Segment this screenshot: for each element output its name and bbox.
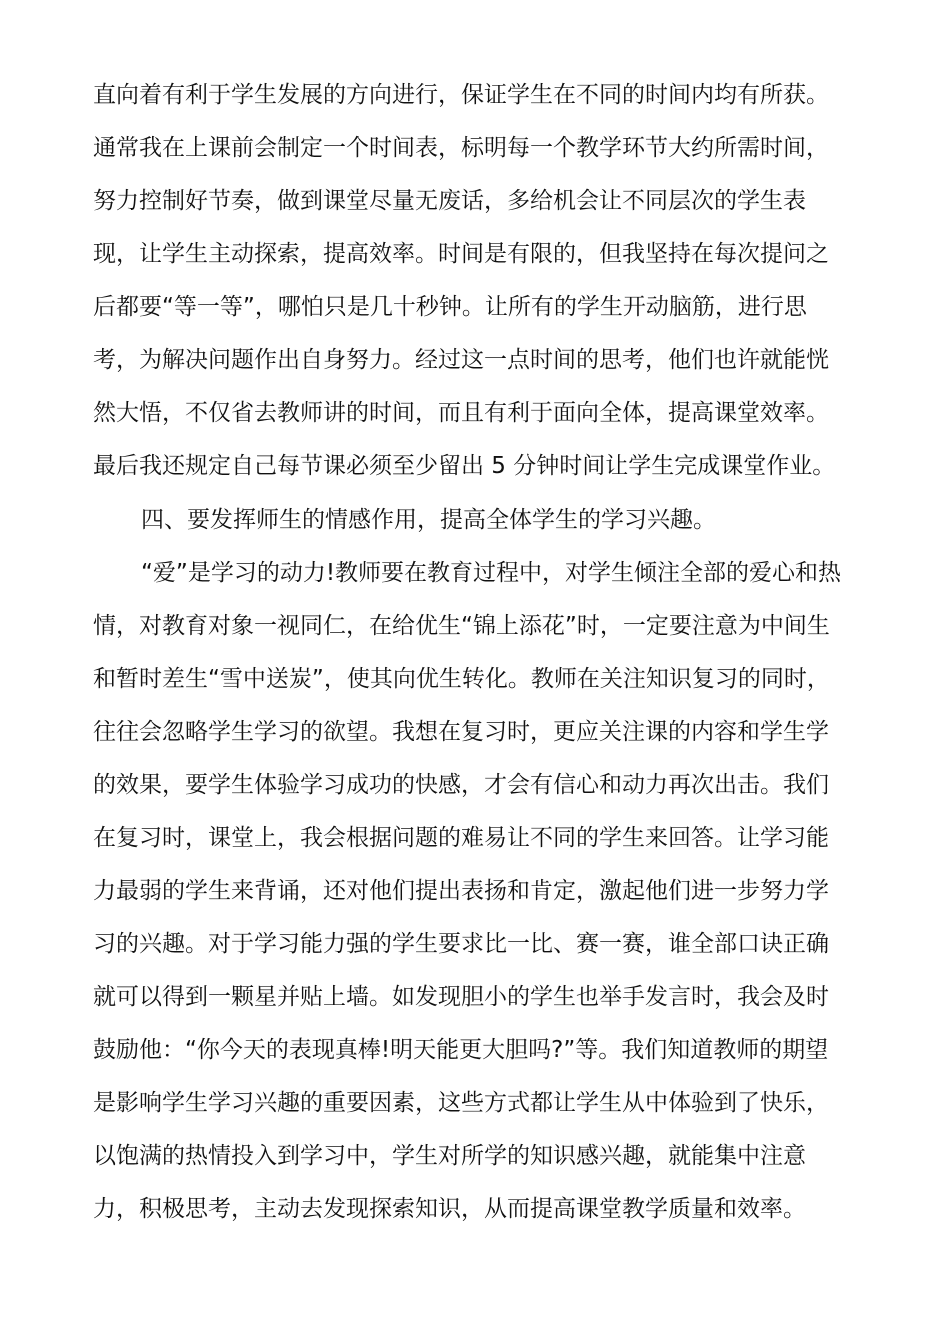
text-line: 然大悟，不仅省去教师讲的时间，而且有利于面向全体，提高课堂效率。	[93, 400, 829, 426]
text-line: 通常我在上课前会制定一个时间表，标明每一个教学环节大约所需时间，	[93, 135, 829, 161]
text-line: 直向着有利于学生发展的方向进行，保证学生在不同的时间内均有所获。	[93, 82, 829, 108]
text-line: “爱”是学习的动力!教师要在教育过程中，对学生倾注全部的爱心和热	[141, 560, 842, 586]
text-line: 考，为解决问题作出自身努力。经过这一点时间的思考，他们也许就能恍	[93, 347, 829, 373]
text-line: 最后我还规定自己每节课必须至少留出 5 分钟时间让学生完成课堂作业。	[93, 453, 836, 479]
text-line: 就可以得到一颗星并贴上墙。如发现胆小的学生也举手发言时，我会及时	[93, 984, 829, 1010]
text-line: 力，积极思考，主动去发现探索知识，从而提高课堂教学质量和效率。	[93, 1196, 806, 1222]
text-line: 习的兴趣。对于学习能力强的学生要求比一比、赛一赛，谁全部口诀正确	[93, 931, 829, 957]
text-line: 和暂时差生“雪中送炭”，使其向优生转化。教师在关注知识复习的同时，	[93, 666, 830, 692]
text-line: 努力控制好节奏，做到课堂尽量无废话，多给机会让不同层次的学生表	[93, 188, 806, 214]
text-line: 后都要“等一等”，哪怕只是几十秒钟。让所有的学生开动脑筋，进行思	[93, 294, 807, 320]
text-line: 力最弱的学生来背诵，还对他们提出表扬和肯定，激起他们进一步努力学	[93, 878, 829, 904]
text-line: 现，让学生主动探索，提高效率。时间是有限的，但我坚持在每次提问之	[93, 241, 829, 267]
text-line: 以饱满的热情投入到学习中，学生对所学的知识感兴趣，就能集中注意	[93, 1143, 806, 1169]
text-line: 在复习时，课堂上，我会根据问题的难易让不同的学生来回答。让学习能	[93, 825, 829, 851]
text-line: 情，对教育对象一视同仁，在给优生“锦上添花”时，一定要注意为中间生	[93, 613, 830, 639]
text-line: 的效果，要学生体验学习成功的快感，才会有信心和动力再次出击。我们	[93, 772, 829, 798]
text-line: 鼓励他：“你今天的表现真棒!明天能更大胆吗?”等。我们知道教师的期望	[93, 1037, 829, 1063]
section-heading: 四、要发挥师生的情感作用，提高全体学生的学习兴趣。	[141, 507, 716, 533]
text-line: 是影响学生学习兴趣的重要因素，这些方式都让学生从中体验到了快乐，	[93, 1090, 829, 1116]
text-line: 往往会忽略学生学习的欲望。我想在复习时，更应关注课的内容和学生学	[93, 719, 829, 745]
